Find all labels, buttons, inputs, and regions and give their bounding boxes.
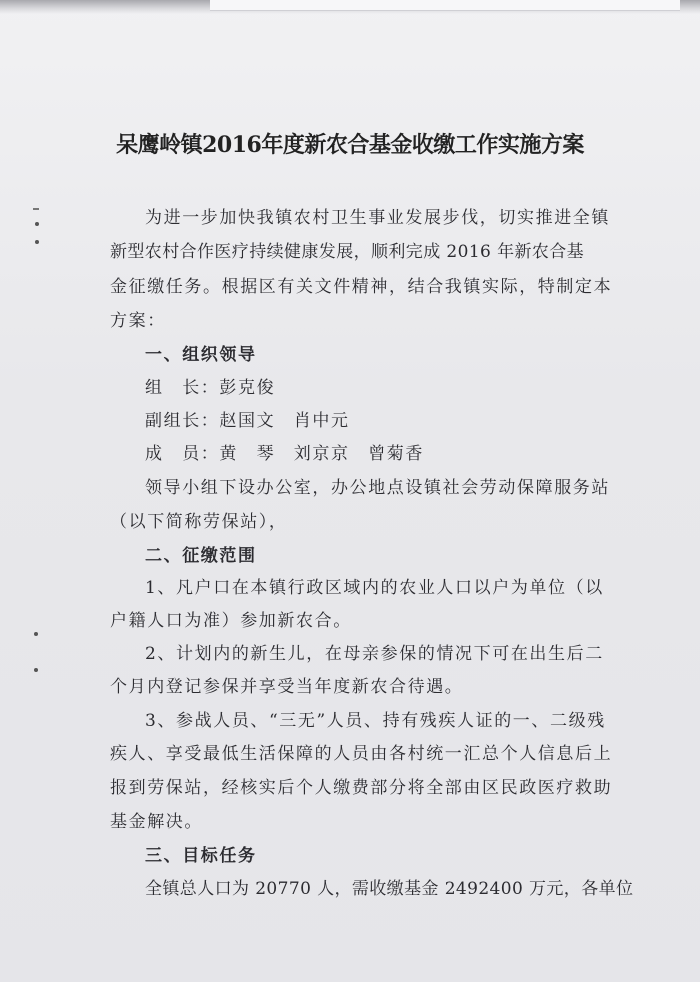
scope-item-3-line-4: 基金解决。 xyxy=(110,812,203,832)
intro-line-4: 方案： xyxy=(110,311,166,331)
document-title: 呆鹰岭镇2016年度新农合基金收缴工作实施方案 xyxy=(116,132,584,158)
binding-hole xyxy=(34,668,38,672)
binding-hole xyxy=(35,240,39,244)
top-paper-edge xyxy=(210,0,680,11)
scope-item-3-line-2: 疾人、享受最低生活保障的人员由各村统一汇总个人信息后上 xyxy=(110,744,613,764)
scope-item-1-line-2: 户籍人口为准）参加新农合。 xyxy=(110,611,352,631)
leader-line: 组 长：彭克俊 xyxy=(145,378,276,398)
office-line-1: 领导小组下设办公室，办公地点设镇社会劳动保障服务站 xyxy=(145,478,610,498)
members-line: 成 员：黄 琴 刘京京 曾菊香 xyxy=(145,444,424,464)
intro-line-2: 新型农村合作医疗持续健康发展，顺利完成 2016 年新农合基 xyxy=(110,242,585,262)
section-2-heading: 二、征缴范围 xyxy=(145,546,257,566)
scope-item-2-line-1: 2、计划内的新生儿，在母亲参保的情况下可在出生后二 xyxy=(145,644,604,664)
intro-line-3: 金征缴任务。根据区有关文件精神，结合我镇实际，特制定本 xyxy=(110,277,613,297)
scope-item-1-line-1: 1、凡户口在本镇行政区域内的农业人口以户为单位（以 xyxy=(145,578,604,598)
binding-mark xyxy=(33,208,39,210)
binding-hole xyxy=(34,632,38,636)
section-1-heading: 一、组织领导 xyxy=(145,345,257,365)
scope-item-2-line-2: 个月内登记参保并享受当年度新农合待遇。 xyxy=(110,677,464,697)
binding-hole xyxy=(35,222,39,226)
section-3-heading: 三、目标任务 xyxy=(145,846,257,866)
scope-item-3-line-1: 3、参战人员、“三无”人员、持有残疾人证的一、二级残 xyxy=(145,711,606,731)
deputy-leader-line: 副组长：赵国文 肖中元 xyxy=(145,411,350,431)
intro-line-1: 为进一步加快我镇农村卫生事业发展步伐，切实推进全镇 xyxy=(145,208,610,228)
office-line-2: （以下简称劳保站）， xyxy=(110,512,288,532)
target-task-line: 全镇总人口为 20770 人，需收缴基金 2492400 万元，各单位 xyxy=(145,879,634,899)
scope-item-3-line-3: 报到劳保站，经核实后个人缴费部分将全部由区民政医疗救助 xyxy=(110,778,613,798)
